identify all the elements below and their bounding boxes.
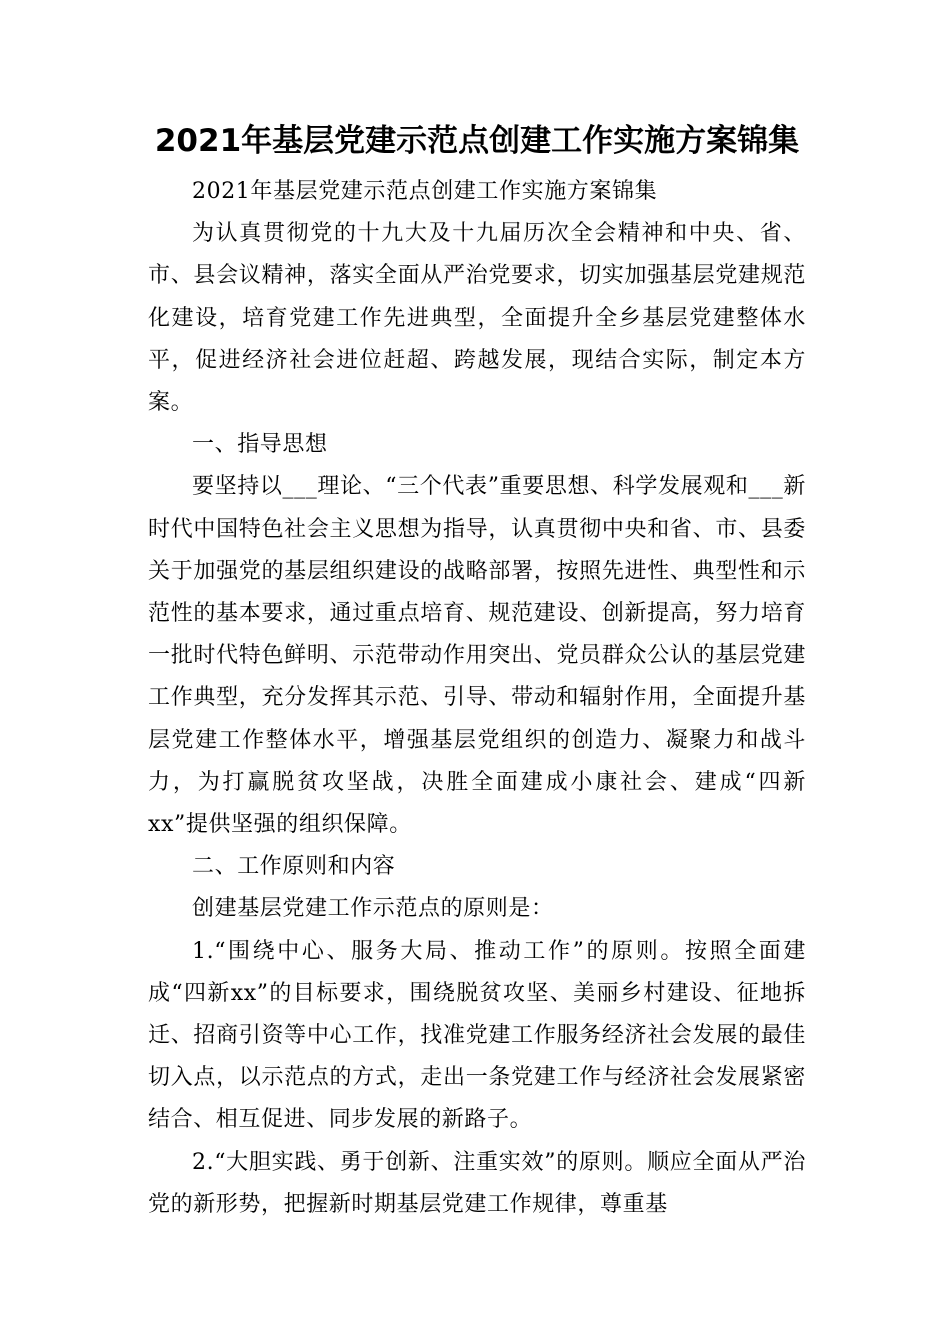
section-heading-guiding-thought: 一、指导思想	[192, 432, 328, 458]
document-page	[148, 118, 806, 1226]
guiding-thought-paragraph: 要坚持以___理论、“三个代表”重要思想、科学发展观和___新时代中国特色社会主义思想为指导，认真贯彻中央和省、市、县委关于加强党的基层组织建设的战略部署，按照先进性、典型性和示范性的基本要求，通过重点培育、规范建设、创新提高，努力培育一批时代特色鲜明、示范带动作用突出、党员群众公认的基层党建工作典型，充分发挥其示范、引导、带动和辐射作用，全面提升基层党建工作整体水平，增强基层党组织的创造力、凝聚力和战斗力，为打赢脱贫攻坚战，决胜全面建成小康社会、建成“四新xx”提供坚强的组织保障。	[148, 474, 806, 838]
subtitle-paragraph: 2021年基层党建示范点创建工作实施方案锦集	[192, 179, 658, 204]
document-title: 2021年基层党建示范点创建工作实施方案锦集	[154, 123, 800, 159]
principles-intro-paragraph: 创建基层党建工作示范点的原则是：	[192, 896, 554, 922]
principle-2-paragraph: 2.“大胆实践、勇于创新、注重实效”的原则。顺应全面从严治党的新形势，把握新时期基层党建工作规律，尊重基	[148, 1149, 806, 1217]
section-heading-principles: 二、工作原则和内容	[192, 854, 396, 880]
intro-paragraph: 为认真贯彻党的十九大及十九届历次全会精神和中央、省、市、县会议精神，落实全面从严治党要求，切实加强基层党建规范化建设，培育党建工作先进典型，全面提升全乡基层党建整体水平，促进经济社会进位赶超、跨越发展，现结合实际，制定本方案。	[148, 221, 806, 416]
principle-1-paragraph: 1.“围绕中心、服务大局、推动工作”的原则。按照全面建成“四新xx”的目标要求，围绕脱贫攻坚、美丽乡村建设、征地拆迁、招商引资等中心工作，找准党建工作服务经济社会发展的最佳切入点，以示范点的方式，走出一条党建工作与经济社会发展紧密结合、相互促进、同步发展的新路子。	[148, 938, 806, 1133]
